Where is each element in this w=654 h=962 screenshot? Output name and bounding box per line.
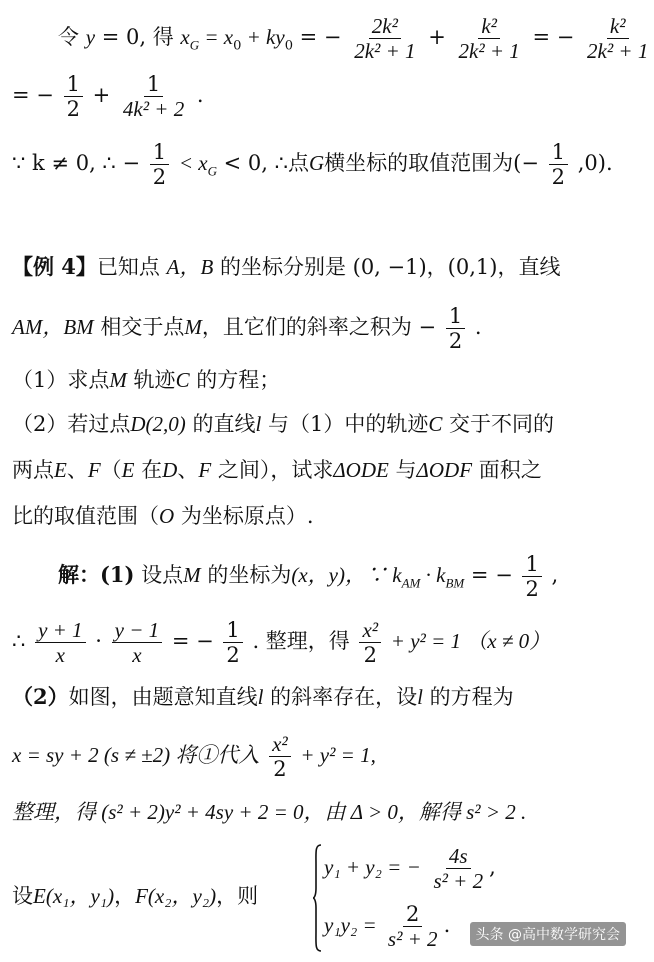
denominator: 4k² + 2: [122, 97, 185, 122]
text: y₁y₂ =: [324, 913, 382, 938]
point-e: E: [54, 458, 67, 482]
line-l: l: [417, 685, 423, 709]
fraction: [385, 902, 441, 951]
denominator: 2: [525, 577, 539, 602]
denominator: 2: [273, 757, 287, 782]
numerator: 1: [150, 140, 169, 165]
left-brace: [312, 844, 322, 952]
fraction: [446, 304, 465, 353]
text: 已知点: [96, 255, 167, 279]
text: 的方程为: [423, 685, 514, 709]
curve-c: C: [428, 412, 443, 436]
text: 之间），试求: [211, 458, 334, 482]
text: ，则: [216, 884, 259, 908]
fraction: [351, 14, 418, 63]
solution-2-line-3: [12, 800, 526, 825]
denominator: s² + 2: [387, 927, 438, 952]
text: ,0).: [577, 151, 613, 176]
text: 的坐标分别是 (0, −1)，(0,1)，直线: [213, 255, 561, 279]
fraction: [150, 140, 169, 189]
text: ，: [114, 884, 136, 908]
text: = −: [532, 25, 575, 50]
fraction: [120, 72, 187, 121]
var-x: x: [180, 25, 190, 50]
system-row-1: [324, 844, 496, 893]
text: .: [443, 913, 451, 938]
line-1: [58, 14, 654, 63]
text: +: [428, 25, 446, 50]
point-d: D(2,0): [130, 412, 186, 436]
system-row-2: [324, 902, 450, 951]
text: 设点: [134, 563, 184, 588]
points-ab: A，B: [166, 255, 214, 279]
fraction: [223, 618, 242, 667]
text: 在: [134, 458, 163, 482]
numerator: 2: [403, 902, 422, 927]
text: y₁ + y₂ = −: [324, 855, 421, 880]
text: ，∵ k: [345, 563, 402, 588]
text: 设: [12, 884, 33, 908]
example-line-2: [12, 304, 482, 353]
text: = −: [171, 629, 214, 654]
subscript: 0: [284, 38, 293, 54]
question-1: [12, 368, 280, 393]
text: 横坐标的取值范围为: [324, 151, 514, 176]
denominator: 2: [66, 97, 80, 122]
numerator: x²: [269, 732, 291, 757]
solution-1-line-1: [58, 552, 558, 601]
numerator: 2k²: [369, 14, 401, 39]
point-m: M: [109, 368, 127, 392]
fraction: [112, 618, 163, 667]
text: · k: [420, 563, 446, 588]
text: = −: [464, 563, 513, 588]
text: （2）若过点: [12, 412, 131, 436]
numerator: k²: [478, 14, 500, 39]
numerator: 1: [522, 552, 541, 577]
point-e: E(x₁，y₁): [33, 884, 115, 908]
text: .: [474, 315, 482, 340]
text: 的坐标为: [200, 563, 292, 588]
text: = 0,: [95, 25, 146, 50]
text: 交于不同的: [442, 412, 555, 436]
numerator: x²: [359, 618, 381, 643]
triangle-odf: ΔODF: [416, 458, 473, 482]
text: 为坐标原点）.: [174, 504, 314, 528]
text: 与: [388, 458, 417, 482]
text: + y² = 1 （x ≠ 0）: [390, 629, 551, 654]
numerator: 4s: [446, 844, 471, 869]
subscript-g: G: [207, 163, 217, 179]
text: ∴: [12, 629, 26, 654]
solution-2-line-4: [12, 884, 258, 909]
question-2-line-2: [12, 458, 542, 483]
text: 的方程；: [189, 368, 281, 392]
subscript: AM: [401, 575, 421, 591]
fraction: [269, 732, 291, 781]
numerator: 1: [64, 72, 83, 97]
text: 与（1）中的轨迹: [261, 412, 429, 436]
denominator: 2k² + 1: [354, 39, 416, 64]
watermark: 头条 @高中数学研究会: [470, 922, 626, 946]
point-f: F: [87, 458, 101, 482]
denominator: 2: [551, 165, 566, 190]
text: ,: [489, 855, 496, 880]
text: 比的取值范围（: [12, 504, 159, 528]
fraction: [456, 14, 523, 63]
solution-2-line-2: [12, 732, 376, 781]
solution-2-line-1: [12, 684, 514, 710]
example-label: 【例 4】: [12, 254, 97, 279]
fraction: [584, 14, 651, 63]
line-l: l: [255, 412, 262, 436]
point-e: E: [121, 458, 135, 482]
text: 的斜率存在，设: [263, 685, 418, 709]
text: (−: [513, 151, 539, 176]
numerator: 1: [223, 618, 242, 643]
question-2-line-1: [12, 412, 554, 437]
denominator: x: [55, 643, 65, 668]
text: ∵ k ≠ 0, ∴ −: [12, 151, 141, 176]
text: = x: [199, 25, 234, 50]
denominator: 2: [448, 329, 463, 354]
var-g: G: [309, 151, 325, 176]
text: （1）求点: [12, 368, 110, 392]
fraction: [549, 140, 568, 189]
fraction: [430, 844, 486, 893]
text: +: [92, 83, 111, 108]
denominator: 2k² + 1: [587, 39, 649, 64]
fraction: [35, 618, 86, 667]
text: 轨迹: [126, 368, 176, 392]
numerator: 1: [549, 140, 568, 165]
curve-c: C: [175, 368, 190, 392]
denominator: 2: [226, 643, 240, 668]
var-y: y: [85, 25, 96, 50]
text: x = sy + 2 (s ≠ ±2) 将①代入: [12, 743, 260, 768]
text: 相交于点: [93, 315, 185, 340]
denominator: x: [132, 643, 142, 668]
text: （: [100, 458, 122, 482]
text: ，且它们的斜率之积为 −: [201, 315, 437, 340]
text: 如图，由题意知直线: [68, 685, 258, 709]
example-line-1: [12, 254, 560, 280]
line-l: l: [257, 685, 264, 709]
point-f: F: [198, 458, 212, 482]
fraction: [522, 552, 541, 601]
subscript: 0: [233, 38, 242, 54]
fraction: [64, 72, 83, 121]
denominator: 2: [363, 643, 377, 668]
point-d: D: [162, 458, 178, 482]
text: < 0, ∴点: [216, 151, 309, 176]
text: < x: [178, 151, 208, 176]
line-3: [12, 140, 613, 189]
numerator: 1: [144, 72, 163, 97]
text: ,: [551, 563, 559, 588]
numerator: 1: [446, 304, 465, 329]
solution-1-line-2: [12, 618, 550, 667]
line-2: [12, 72, 204, 121]
subscript-g: G: [189, 37, 200, 53]
text: ·: [95, 629, 102, 654]
text: 面积之: [472, 458, 542, 482]
denominator: 2: [152, 165, 167, 190]
subscript: BM: [445, 575, 465, 591]
text: 整理，得 (s² + 2)y² + 4sy + 2 = 0，由 Δ > 0，解得 s² > 2 .: [12, 800, 527, 824]
solution-label: 解：(1): [58, 562, 135, 588]
triangle-ode: ΔODE: [333, 458, 389, 482]
fraction: [359, 618, 381, 667]
text: 令: [58, 25, 79, 50]
text: = −: [12, 83, 54, 108]
text: + ky: [241, 25, 285, 50]
point-m: M: [184, 315, 202, 340]
text: 得: [152, 25, 174, 50]
point-o: O: [159, 504, 175, 528]
text: .: [196, 83, 204, 108]
point-m: M: [183, 563, 201, 588]
lines-am-bm: AM，BM: [12, 315, 94, 340]
text: 的直线: [185, 412, 256, 436]
text: . 整理，得: [252, 629, 350, 654]
text: 、: [177, 458, 199, 482]
text: + y² = 1,: [300, 743, 376, 768]
numerator: k²: [607, 14, 629, 39]
point-f: F(x₂，y₂): [135, 884, 217, 908]
text: 两点: [12, 458, 54, 482]
text: = −: [292, 25, 342, 50]
numerator: y − 1: [112, 618, 163, 643]
denominator: s² + 2: [433, 869, 484, 894]
part-label: （2）: [12, 684, 69, 709]
denominator: 2k² + 1: [458, 39, 520, 64]
text: 、: [66, 458, 88, 482]
question-2-line-3: [12, 504, 314, 529]
numerator: y + 1: [35, 618, 86, 643]
coords: (x，y): [291, 563, 345, 588]
